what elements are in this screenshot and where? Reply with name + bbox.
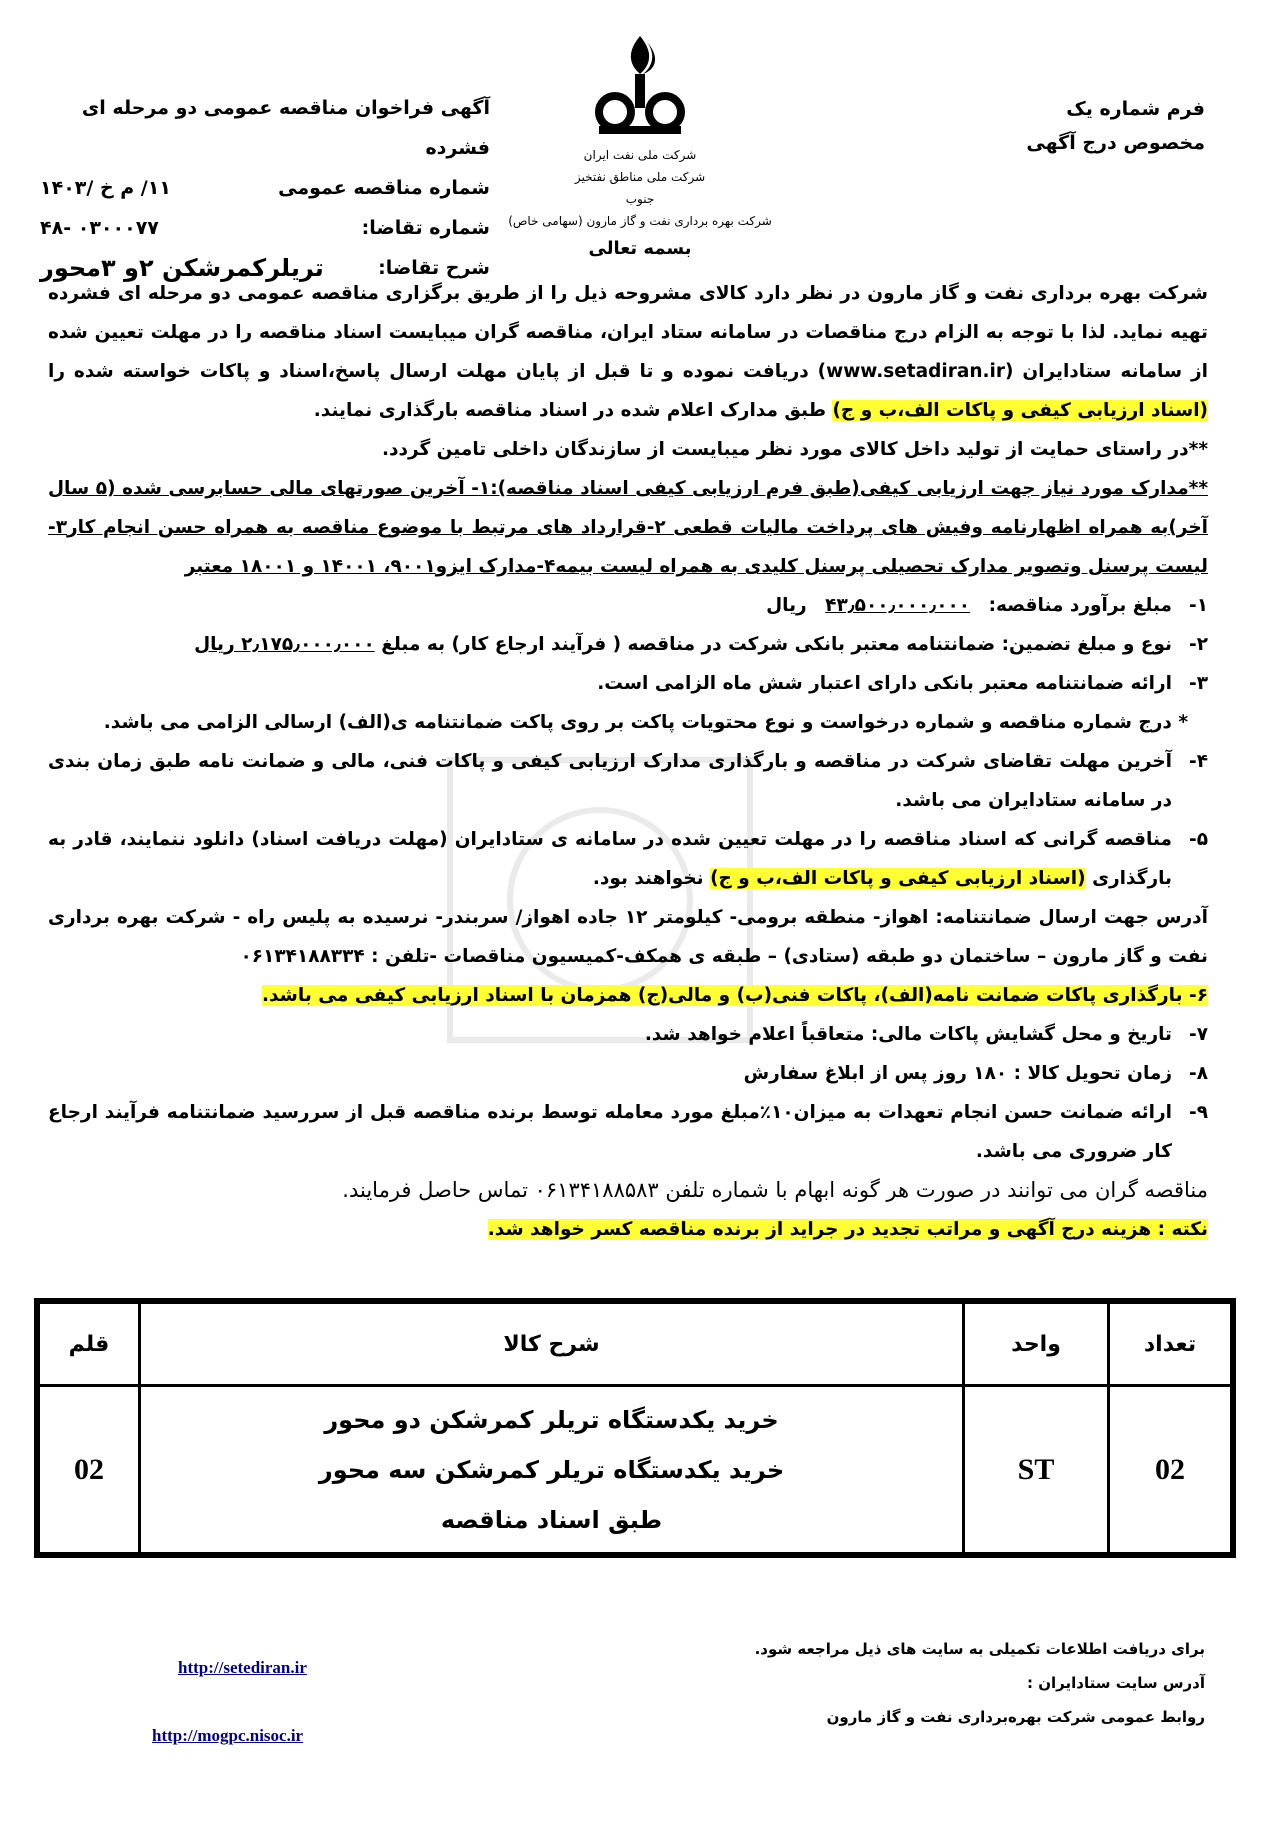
footer-line-3: روابط عمومی شرکت بهره‌برداری نفت و گاز مارون <box>826 1708 1205 1726</box>
item-number: ۴- <box>1189 751 1208 772</box>
request-number-value: ۰۳۰۰۰۷۷ -۴۸ <box>40 217 159 239</box>
list-item-6 <box>48 976 1208 1015</box>
request-desc-label: شرح تقاضا: <box>378 257 490 279</box>
col-header-item: قلم <box>39 1303 140 1386</box>
item-text-end: نخواهند بود. <box>592 868 704 889</box>
estimate-value: ۴۳٫۵۰۰٫۰۰۰٫۰۰۰ <box>825 595 971 616</box>
request-number-label: شماره تقاضا: <box>361 217 490 239</box>
intro-text-end: طبق مدارک اعلام شده در اسناد مناقصه بارگذاری نمایند. <box>313 400 827 421</box>
list-item-7 <box>48 1015 1208 1054</box>
tender-number-label: شماره مناقصه عمومی <box>278 177 490 199</box>
request-number-row <box>40 208 490 248</box>
guarantee-value: ۲٫۱۷۵٫۰۰۰٫۰۰۰ ریال <box>194 634 375 655</box>
tender-number-row <box>40 168 490 208</box>
item-text: تاریخ و محل گشایش پاکات مالی: متعاقباً اعلام خواهد شد. <box>644 1024 1172 1045</box>
item-text: مناقصه گرانی که اسناد مناقصه را در مهلت تعیین شده در سامانه ی ستادایران (مهلت دریافت اسناد) دانلود ننمایند، قادر به بارگذاری <box>48 829 1172 889</box>
company-name-maroon: شرکت بهره برداری نفت و گاز مارون (سهامی خاص) <box>508 214 772 228</box>
item-number: ۳- <box>1189 673 1208 694</box>
docs-note: **مدارک مورد نیاز جهت ارزیابی کیفی(طبق فرم ارزیابی کیفی اسناد مناقصه):۱- آخرین صورتهای مالی حسابرسی شده (۵ سال آخر)به همراه اظهارنامه وفیش های پرداخت مالیات قطعی ۲-قرارداد های مرتبط با موضوع مناقصه به همراه حسن انجام کار۳- لیست پرسنل وتصویر مدارک تحصیلی پرسنل کلیدی به همراه لیست بیمه۴-مدارک ایزو۹۰۰۱، ۱۴۰۰۱ و ۱۸۰۰۱ معتبر <box>48 478 1208 577</box>
item-highlight: (اسناد ارزیابی کیفی و پاکات الف،ب و ج) <box>710 868 1086 889</box>
bismillah: بسمه تعالی <box>588 238 692 259</box>
address-text: آدرس جهت ارسال ضمانتنامه: اهواز- منطقه برومی- کیلومتر ۱۲ جاده اهواز/ سربندر- نرسیده به پلیس راه - شرکت بهره برداری نفت و گاز مارون – ساختمان دو طبقه (ستادی) – طبقه ی همکف-کمیسیون مناقصات -تلفن : ۰۶۱۳۴۱۸۸۳۳۴ <box>48 907 1208 967</box>
desc-line-3: طبق اسناد مناقصه <box>440 1505 663 1534</box>
tender-header <box>40 88 490 288</box>
company-logo-block <box>508 30 772 259</box>
estimate-label: مبلغ برآورد مناقصه: <box>988 595 1172 616</box>
item-6-highlight: ۶- بارگذاری پاکات ضمانت نامه(الف)، پاکات فنی(ب) و مالی(ج) همزمان با اسناد ارزیابی کیفی می باشد. <box>261 985 1208 1006</box>
list-item-8 <box>48 1054 1208 1093</box>
support-note: **در راستای حمایت از تولید داخل کالای مورد نظر میبایست از سازندگان داخلی تامین گردد. <box>381 439 1208 460</box>
contact-text: مناقصه گران می توانند در صورت هر گونه ابهام با شماره تلفن ۰۶۱۳۴۱۸۸۵۸۳ تماس حاصل فرمایند. <box>342 1178 1208 1202</box>
ad-title-text: آگهی فراخوان مناقصه عمومی دو مرحله ای فشرده <box>81 97 490 159</box>
intro-text: شرکت بهره برداری نفت و گاز مارون در نظر دارد کالای مشروحه ذیل را از طریق برگزاری مناقصه عمومی دو مرحله ای فشرده تهیه نماید. لذا با توجه به الزام درج مناقصات در سامانه ستاد ایران، مناقصه گران میبایست اسناد مناقصه را در مهلت تعیین شده از سامانه ستادایران (www.setadiran.ir) دریافت نموده و تا قبل از پایان مهلت ارسال پاسخ،اسناد و پاکات خواسته شده را <box>48 283 1208 382</box>
col-header-qty: تعداد <box>1109 1303 1232 1386</box>
list-item-1 <box>48 586 1208 625</box>
footer-line-2: آدرس سایت ستادایران : <box>1027 1674 1205 1692</box>
nioc-flame-logo-icon <box>585 30 695 140</box>
item-number: ۹- <box>1189 1102 1208 1123</box>
list-item-2 <box>48 625 1208 664</box>
item-number: ۵- <box>1189 829 1208 850</box>
items-table <box>34 1298 1236 1558</box>
intro-paragraph <box>48 274 1208 430</box>
footer-line-1: برای دریافت اطلاعات تکمیلی به سایت های ذیل مراجعه شود. <box>754 1640 1205 1658</box>
guarantee-text: نوع و مبلغ تضمین: ضمانتنامه معتبر بانکی شرکت در مناقصه ( فرآیند ارجاع کار) به مبلغ <box>381 634 1172 655</box>
item-3-note: * درج شماره مناقصه و شماره درخواست و نوع محتویات پاکت بر روی پاکت ضمانتنامه ی(الف) ارسالی الزامی می باشد. <box>103 712 1188 733</box>
item-text: آخرین مهلت تقاضای شرکت در مناقصه و بارگذاری مدارک ارزیابی کیفی و پاکات فنی، مالی و ضمانت نامه طبق زمان بندی در سامانه ستادایران می باشد. <box>48 751 1172 811</box>
list-item-3 <box>48 664 1208 703</box>
cell-unit: ST <box>964 1386 1109 1554</box>
form-purpose: مخصوص درج آگهی <box>1026 132 1205 154</box>
ad-title <box>40 88 490 168</box>
estimate-unit: ریال <box>766 595 807 616</box>
form-label <box>1026 92 1205 160</box>
cost-note-text: نکته : هزینه درج آگهی و مراتب تجدید در جراید از برنده مناقصه کسر خواهد شد. <box>487 1219 1208 1240</box>
footer-info <box>755 1632 1205 1734</box>
desc-line-2: خرید یکدستگاه تریلر کمرشکن سه محور <box>318 1455 785 1484</box>
list-item-4 <box>48 742 1208 820</box>
desc-line-1: خرید یکدستگاه تریلر کمرشکن دو محور <box>324 1405 779 1434</box>
list-item-5 <box>48 820 1208 898</box>
cell-desc <box>140 1386 964 1554</box>
cell-qty: 02 <box>1109 1386 1232 1554</box>
tender-number-value: ۱۱/ م خ /۱۴۰۳ <box>40 177 171 199</box>
col-header-desc: شرح کالا <box>140 1303 964 1386</box>
item-number: ۱- <box>1189 595 1208 616</box>
company-name-nisoc: شرکت ملی مناطق نفتخیز جنوب <box>574 170 706 206</box>
item-number: ۷- <box>1189 1024 1208 1045</box>
company-name-nioc: شرکت ملی نفت ایران <box>583 148 697 162</box>
intro-highlight: (اسناد ارزیابی کیفی و پاکات الف،ب و ج) <box>832 400 1208 421</box>
table-row <box>39 1386 1232 1554</box>
item-text: ارائه ضمانت حسن انجام تعهدات به میزان۱۰٪مبلغ مورد معامله توسط برنده مناقصه قبل از سررسید ضمانتنامه فرآیند ارجاع کار ضروری می باشد. <box>48 1102 1172 1162</box>
item-text: ارائه ضمانتنامه معتبر بانکی دارای اعتبار شش ماه الزامی است. <box>597 673 1172 694</box>
table-header-row <box>39 1303 1232 1386</box>
announcement-body <box>48 274 1208 1249</box>
request-desc-value: تریلرکمرشکن ۲و ۳محور <box>40 254 324 282</box>
item-number: ۲- <box>1189 634 1208 655</box>
form-number: فرم شماره یک <box>1066 98 1205 120</box>
list-item-9 <box>48 1093 1208 1171</box>
item-text: زمان تحویل کالا : ۱۸۰ روز پس از ابلاغ سفارش <box>743 1063 1172 1084</box>
cost-note <box>48 1210 1208 1249</box>
mogpc-link[interactable]: http://mogpc.nisoc.ir <box>152 1726 304 1745</box>
item-number: ۸- <box>1189 1063 1208 1084</box>
setediran-link[interactable]: http://setediran.ir <box>178 1658 307 1677</box>
cell-item: 02 <box>39 1386 140 1554</box>
col-header-unit: واحد <box>964 1303 1109 1386</box>
